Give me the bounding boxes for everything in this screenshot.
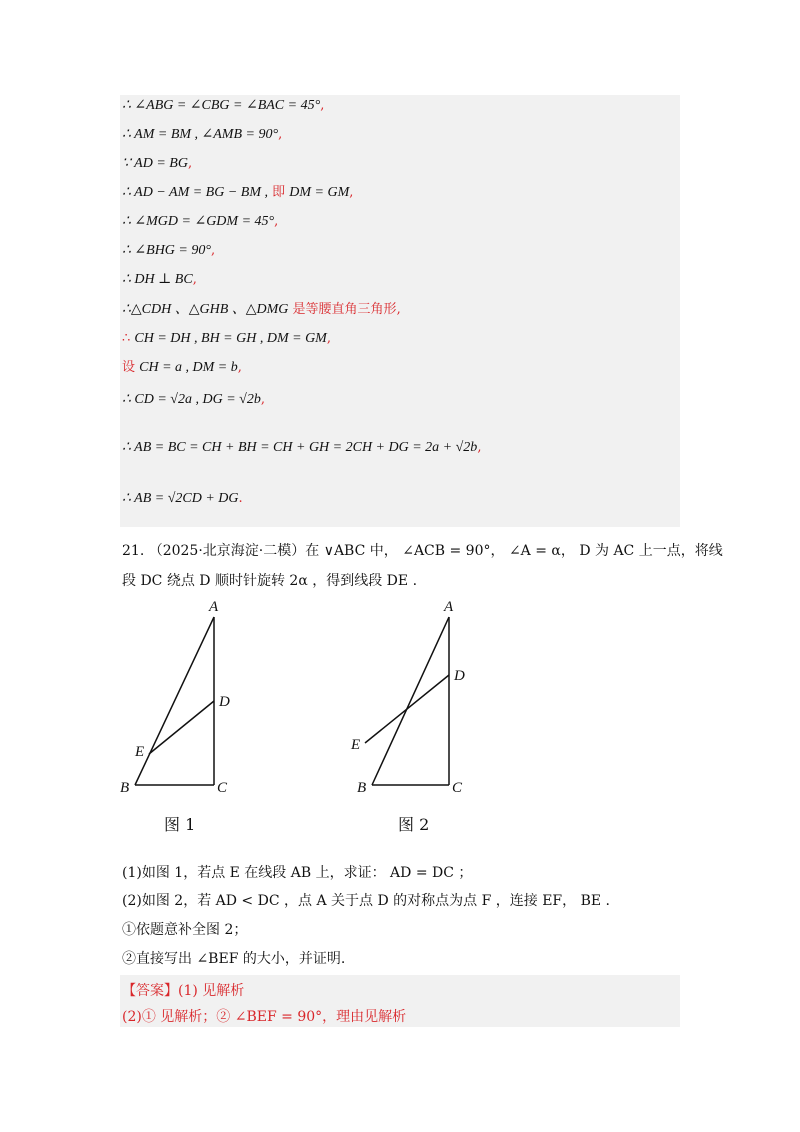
question-line-2: 段 DC 绕点 D 顺时针旋转 2α ，得到线段 DE . <box>122 573 418 589</box>
fig1-label-E: E <box>135 744 145 760</box>
proof-line-3: ∵ AD = BG, <box>122 156 193 171</box>
proof-line-8: ∴△CDH 、△GHB 、△DMG 是等腰直角三角形, <box>122 302 401 317</box>
fig2-label-E: E <box>351 737 361 753</box>
proof-line-12: ∴ AB = BC = CH + BH = CH + GH = 2CH + DG = 2a + √2b, <box>122 440 482 455</box>
part-2: (2)如图 2，若 AD < DC ，点 A 关于点 D 的对称点为点 F ，连接 EF， BE . <box>122 893 610 909</box>
answer-line-1: 【答案】(1) 见解析 <box>122 983 245 999</box>
figure-2 <box>345 595 485 805</box>
proof-line-13: ∴ AB = √2CD + DG. <box>122 491 243 506</box>
proof-line-7: ∴ DH ⊥ BC, <box>122 272 197 287</box>
proof-line-11: ∴ CD = √2a , DG = √2b, <box>122 392 265 407</box>
proof-line-5: ∴ ∠MGD = ∠GDM = 45°, <box>122 214 279 229</box>
proof-line-4: ∴ AD − AM = BG − BM , 即 DM = GM, <box>122 185 354 200</box>
answer-line-2: (2)① 见解析；② ∠BEF = 90°，理由见解析 <box>122 1009 407 1025</box>
figure-1 <box>115 595 255 805</box>
fig1-label-A: A <box>209 599 219 615</box>
proof-line-2: ∴ AM = BM , ∠AMB = 90°, <box>122 127 283 142</box>
fig2-label-D: D <box>454 668 465 684</box>
proof-line-10: 设 CH = a , DM = b, <box>122 360 242 375</box>
fig1-caption: 图 1 <box>164 815 196 834</box>
part-1: (1)如图 1，若点 E 在线段 AB 上，求证： AD = DC ； <box>122 865 473 881</box>
proof-line-9: ∴ CH = DH , BH = GH , DM = GM, <box>122 331 331 346</box>
fig1-label-D: D <box>219 694 230 710</box>
part-2-sub-1: ①依题意补全图 2； <box>122 922 248 938</box>
proof-line-1: ∴ ∠ABG = ∠CBG = ∠BAC = 45°, <box>122 98 325 113</box>
fig2-caption: 图 2 <box>398 815 430 834</box>
fig2-label-C: C <box>452 780 463 796</box>
part-2-sub-2: ②直接写出 ∠BEF 的大小，并证明. <box>122 951 346 967</box>
fig2-label-A: A <box>444 599 454 615</box>
question-line-1: 21. （2025·北京海淀·二模）在 ∨ABC 中， ∠ACB = 90°， ∠A = α， D 为 AC 上一点，将线 <box>122 543 723 559</box>
fig1-label-C: C <box>217 780 228 796</box>
fig2-label-B: B <box>357 780 367 796</box>
proof-line-6: ∴ ∠BHG = 90°, <box>122 243 216 258</box>
fig1-label-B: B <box>120 780 130 796</box>
